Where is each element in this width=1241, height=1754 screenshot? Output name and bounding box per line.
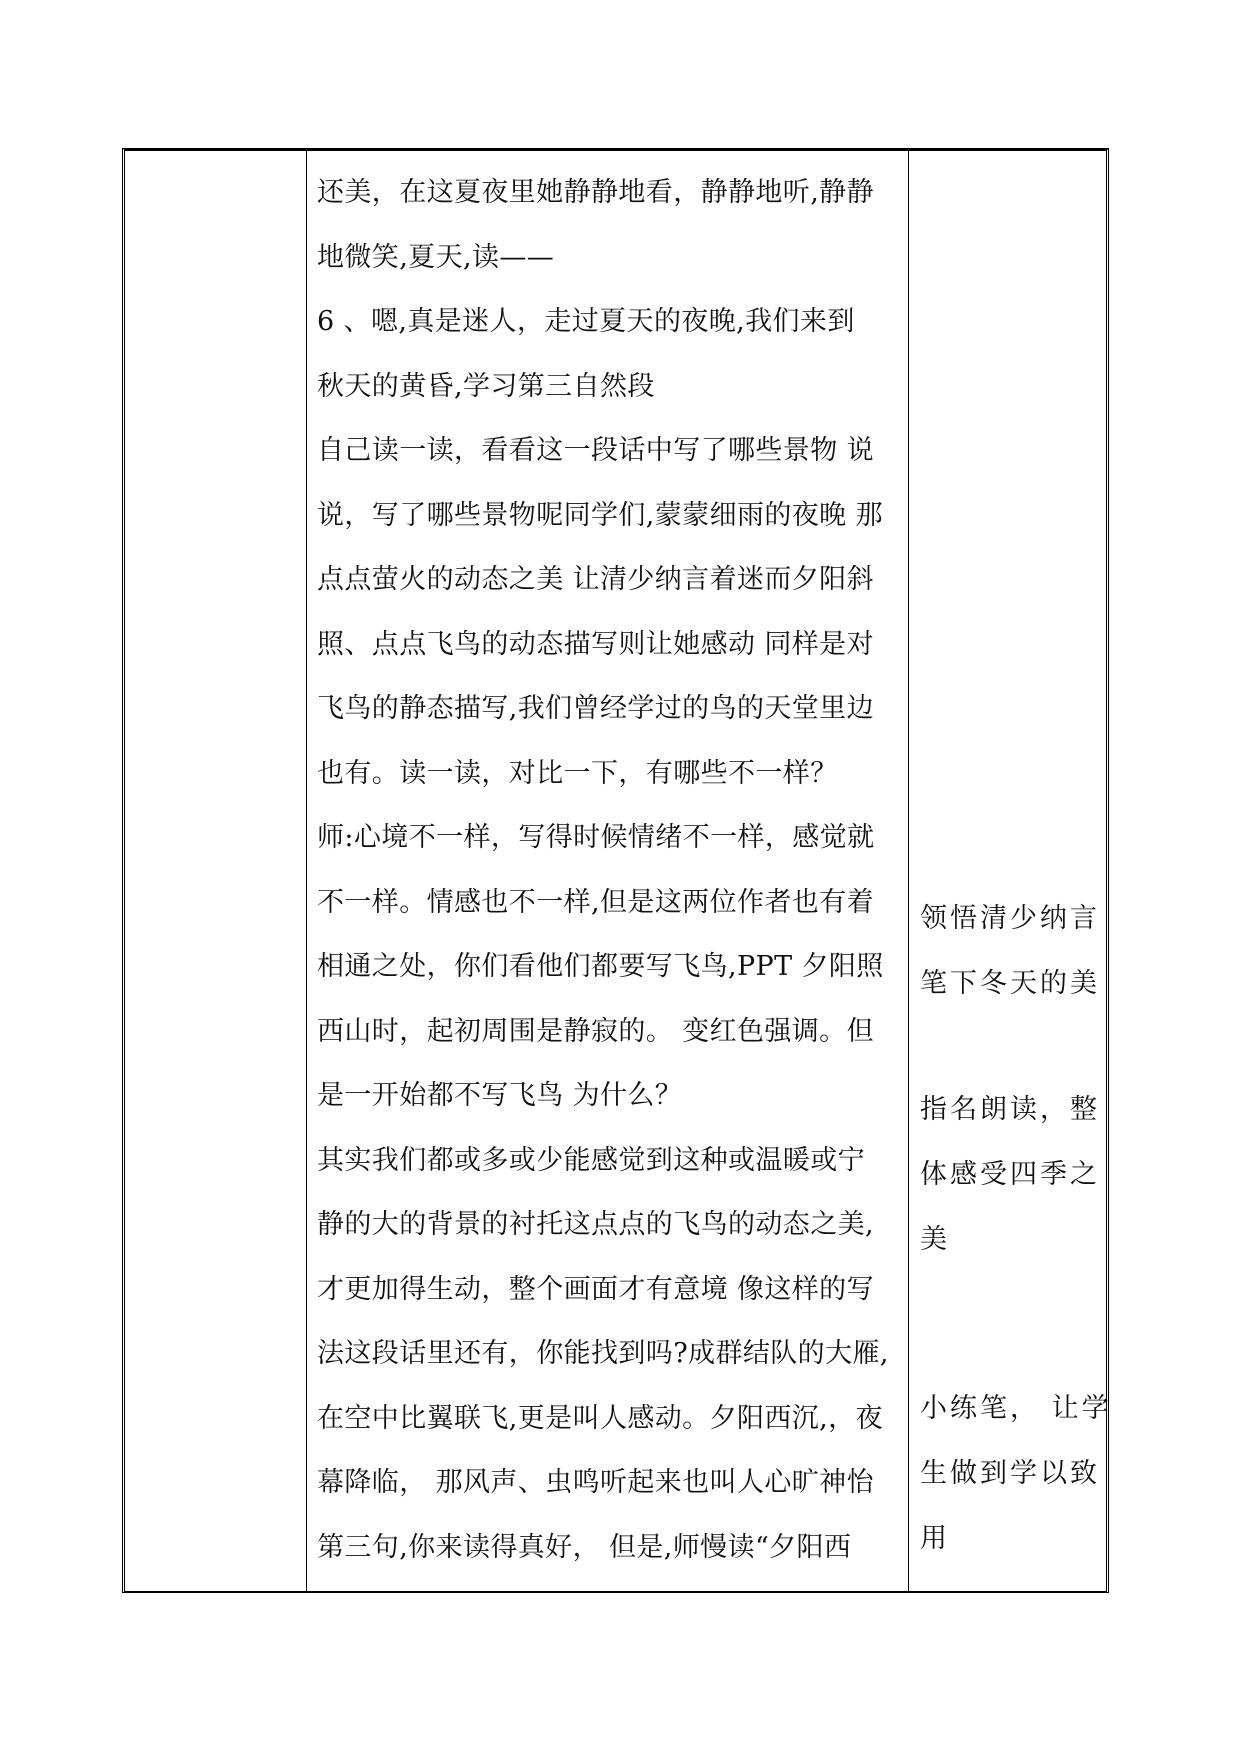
text-line: 秋天的黄昏,学习第三自然段: [317, 370, 655, 402]
design-note-1: [920, 886, 1100, 1016]
note-line: 指名朗读，整: [920, 1094, 1100, 1125]
text-line: 还美，在这夏夜里她静静地看，静静地听,静静: [317, 177, 874, 208]
text-line: 相通之处，你们看他们都要写飞鸟,PPT 夕阳照: [317, 951, 884, 982]
text-line: 静的大的背景的衬托这点点的飞鸟的动态之美,: [317, 1209, 874, 1240]
text-line: 在空中比翼联飞,更是叫人感动。夕阳西沉,，夜: [317, 1402, 883, 1434]
design-note-3: [920, 1376, 1112, 1571]
column-divider-left: [306, 151, 307, 1591]
note-line: 美: [920, 1224, 950, 1255]
lesson-table: [122, 148, 1112, 1593]
design-note-2: [920, 1077, 1100, 1272]
text-line: 自己读一读，看看这一段话中写了哪些景物 说: [317, 435, 874, 466]
text-line: 是一开始都不写飞鸟 为什么？: [317, 1080, 683, 1111]
note-line: 用: [920, 1523, 950, 1554]
text-line: 说，写了哪些景物呢同学们,蒙蒙细雨的夜晚 那: [317, 499, 883, 531]
text-line: 其实我们都或多或少能感觉到这种或温暖或宁: [317, 1144, 865, 1176]
column-divider-right: [908, 151, 909, 1591]
text-line: 第三句,你来读得真好， 但是,师慢读“夕阳西: [317, 1531, 852, 1563]
text-line: 照、点点飞鸟的动态描写则让她感动 同样是对: [317, 628, 874, 660]
text-line: 飞鸟的静态描写,我们曾经学过的鸟的天堂里边: [317, 693, 874, 724]
text-line: 地微笑,夏天,读——: [317, 241, 555, 273]
text-line: 师:心境不一样，写得时候情绪不一样，感觉就: [317, 822, 875, 853]
text-line: 点点萤火的动态之美 让清少纳言着迷而夕阳斜: [317, 564, 874, 595]
note-line: 生做到学以致: [920, 1458, 1100, 1489]
text-line: 也有。读一读，对比一下，有哪些不一样？: [317, 757, 838, 789]
text-line: 不一样。情感也不一样,但是这两位作者也有着: [317, 886, 874, 918]
note-line: 笔下冬天的美: [920, 968, 1100, 999]
text-line: 6 、嗯,真是迷人，走过夏天的夜晚,我们来到: [317, 306, 855, 337]
note-line: 领悟清少纳言: [920, 903, 1100, 934]
text-line: 法这段话里还有，你能找到吗?成群结队的大雁,: [317, 1338, 889, 1369]
note-line: 小练笔， 让学: [920, 1393, 1112, 1424]
text-line: 幕降临， 那风声、虫鸣听起来也叫人心旷神怡: [317, 1467, 874, 1498]
teaching-process-cell: [317, 161, 903, 1580]
text-line: 西山时，起初周围是静寂的。 变红色强调。但: [317, 1015, 874, 1047]
note-line: 体感受四季之: [920, 1159, 1100, 1190]
text-line: 才更加得生动，整个画面才有意境 像这样的写: [317, 1273, 874, 1305]
